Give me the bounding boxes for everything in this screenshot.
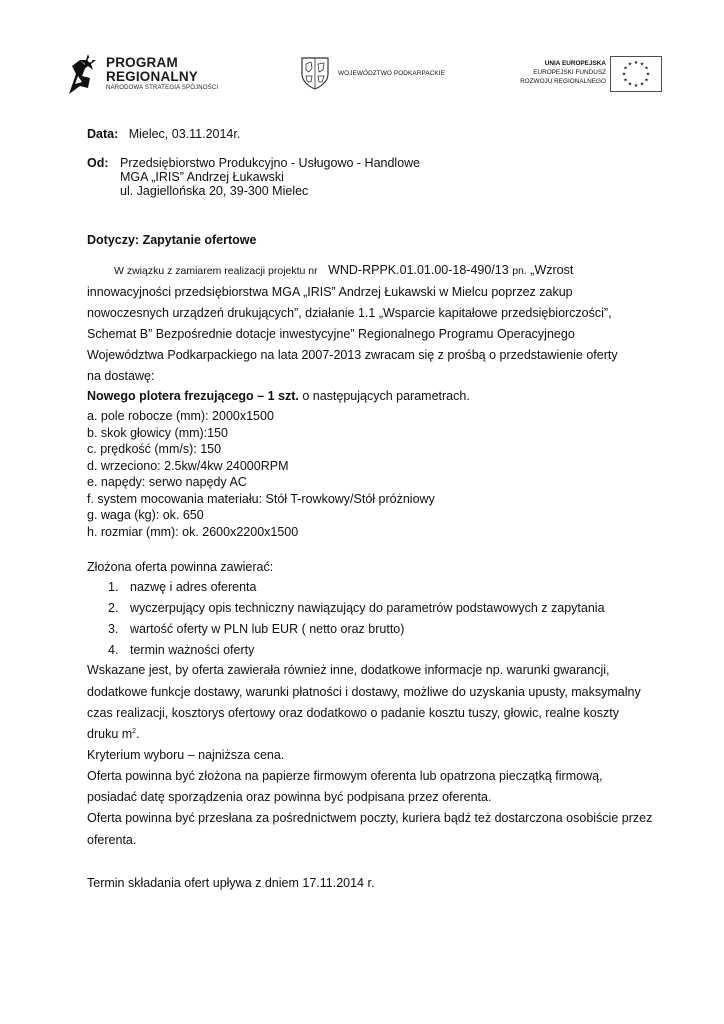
- program-label: PROGRAM: [106, 55, 178, 70]
- svg-text:★: ★: [621, 71, 627, 78]
- offer-item-number: 2.: [108, 601, 119, 615]
- intro-small-text: W związku z zamiarem realizacji projektu nr: [114, 265, 318, 277]
- strategia-label: NARODOWA STRATEGIA SPÓJNOŚCI: [106, 85, 219, 91]
- offer-item-text: nazwę i adres oferenta: [130, 580, 257, 594]
- param-item: e. napędy: serwo napędy AC: [87, 475, 247, 489]
- param-item: b. skok głowicy (mm):150: [87, 425, 229, 440]
- extra-line-4-text: druku m: [87, 727, 133, 741]
- send-line-2: oferenta.: [87, 833, 137, 847]
- extra-line-4-end: .: [136, 727, 140, 741]
- svg-text:★: ★: [633, 83, 639, 89]
- offer-intro: Złożona oferta powinna zawierać:: [87, 560, 274, 574]
- param-item: d. wrzeciono: 2.5kw/4kw 24000RPM: [87, 458, 289, 473]
- superscript-two: 2: [132, 728, 137, 735]
- intro-line-1: [114, 263, 573, 277]
- subject-line: Dotyczy: Zapytanie ofertowe: [87, 233, 257, 247]
- extra-line-3: czas realizacji, kosztorys ofertowy oraz dodatkowo o padanie kosztu tuszy, głowic, realne koszty: [87, 706, 619, 720]
- intro-line-6: na dostawę:: [87, 369, 155, 383]
- extra-line-4: [87, 727, 140, 741]
- offer-item-text: termin ważności oferty: [130, 643, 255, 657]
- send-line-1: Oferta powinna być przesłana za pośrednictwem poczty, kuriera bądź też dostarczona osobiście przez: [87, 811, 653, 825]
- intro-rest: „Wzrost: [530, 263, 574, 277]
- criterion-line: Kryterium wyboru – najniższa cena.: [87, 748, 285, 762]
- extra-line-2: dodatkowe funkcje dostawy, warunki płatności i dostawy, możliwe do uzyskania upusty, maksymalny: [87, 685, 641, 699]
- deadline-line: Termin składania ofert upływa z dniem 17.11.2014 r.: [87, 876, 375, 890]
- intro-pn: pn.: [512, 265, 527, 277]
- svg-text:★: ★: [639, 61, 645, 68]
- svg-text:★: ★: [623, 77, 628, 84]
- svg-text:★: ★: [645, 71, 651, 78]
- offer-item-number: 4.: [108, 643, 119, 657]
- from-label: Od:: [87, 156, 109, 170]
- intro-line-5: Województwa Podkarpackiego na lata 2007-2013 zwracam się z prośbą o przedstawienie oferty: [87, 348, 618, 362]
- intro-line-3: nowoczesnych urządzeń drukujących”, działanie 1.1 „Wsparcie kapitałowe przedsiębiorczości”,: [87, 306, 612, 320]
- paper-line-2: posiadać datę sporządzenia oraz powinna być podpisana przez oferenta.: [87, 790, 492, 804]
- eu-logo: [500, 56, 664, 92]
- svg-text:★: ★: [623, 65, 628, 72]
- date-value: Mielec, 03.11.2014r.: [128, 127, 241, 141]
- intro-line-4: Schemat B” Bezpośrednie dotacje inwestycyjne” Regionalnego Programu Operacyjnego: [87, 327, 575, 341]
- coat-of-arms-icon: [300, 56, 330, 90]
- item-line: [87, 389, 470, 403]
- program-regionalny-logo: [66, 52, 226, 98]
- eu-text: [520, 59, 606, 86]
- wojewodztwo-label: WOJEWÓDZTWO PODKARPACKIE: [338, 70, 446, 77]
- svg-text:★: ★: [644, 65, 649, 72]
- svg-text:★: ★: [627, 61, 633, 68]
- svg-text:★: ★: [627, 81, 633, 88]
- date-label: Data:: [87, 127, 119, 141]
- extra-line-1: Wskazane jest, by oferta zawierała również inne, dodatkowe informacje np. warunki gwarancji,: [87, 663, 610, 677]
- offer-item-number: 1.: [108, 580, 119, 594]
- param-item: g. waga (kg): ok. 650: [87, 508, 204, 522]
- program-regionalny-emblem-icon: [66, 52, 100, 96]
- param-item: c. prędkość (mm/s): 150: [87, 442, 222, 456]
- item-title: Nowego plotera frezującego – 1 szt.: [87, 389, 299, 403]
- offer-item-number: 3.: [108, 622, 119, 636]
- svg-text:★: ★: [639, 81, 645, 88]
- wojewodztwo-logo: [300, 56, 470, 90]
- project-ref: WND-RPPK.01.01.00-18-490/13: [328, 263, 509, 277]
- eu-flag-icon: [610, 56, 662, 92]
- eu-fund-label: EUROPEJSKI FUNDUSZ: [533, 69, 606, 76]
- from-company: Przedsiębiorstwo Produkcyjno - Usługowo - Handlowe: [120, 156, 421, 170]
- svg-text:★: ★: [644, 77, 649, 84]
- svg-text:★: ★: [633, 60, 639, 66]
- param-item: h. rozmiar (mm): ok. 2600x2200x1500: [87, 524, 299, 539]
- intro-line-2: innowacyjności przedsiębiorstwa MGA „IRIS” Andrzej Łukawski w Mielcu poprzez zakup: [87, 285, 573, 299]
- from-address: ul. Jagiellońska 20, 39-300 Mielec: [120, 184, 309, 198]
- offer-item-text: wartość oferty w PLN lub EUR ( netto oraz brutto): [130, 622, 405, 636]
- param-item: a. pole robocze (mm): 2000x1500: [87, 409, 274, 423]
- param-item: f. system mocowania materiału: Stół T-rowkowy/Stół próżniowy: [87, 491, 435, 506]
- eu-union-label: UNIA EUROPEJSKA: [544, 60, 606, 67]
- date-line: [87, 127, 240, 141]
- paper-line-1: Oferta powinna być złożona na papierze firmowym oferenta lub opatrzona pieczątką firmową,: [87, 769, 603, 783]
- from-owner: MGA „IRIS” Andrzej Łukawski: [120, 170, 284, 184]
- regionalny-label: REGIONALNY: [106, 69, 199, 84]
- eu-development-label: ROZWOJU REGIONALNEGO: [520, 78, 606, 85]
- offer-item-text: wyczerpujący opis techniczny nawiązujący do parametrów podstawowych z zapytania: [130, 601, 605, 615]
- from-line: [87, 156, 109, 170]
- item-rest: o następujących parametrach.: [298, 389, 470, 403]
